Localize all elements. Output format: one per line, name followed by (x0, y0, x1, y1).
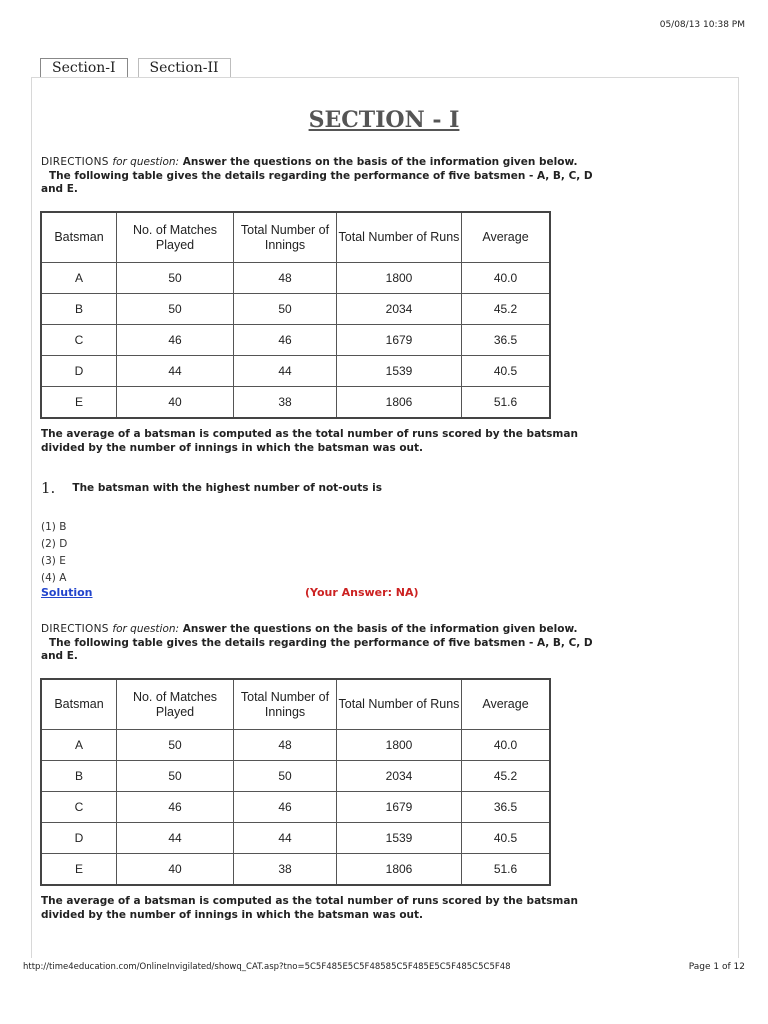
cell-matches: 40 (117, 387, 234, 419)
batsmen-table-2 (40, 678, 551, 886)
cell-batsman: D (41, 823, 117, 854)
note-line2: divided by the number of innings in which the batsman was out. (41, 442, 424, 454)
cell-average: 45.2 (462, 294, 551, 325)
table-row (41, 387, 550, 419)
cell-runs: 1679 (337, 325, 462, 356)
cell-average: 36.5 (462, 792, 551, 823)
table-row (41, 792, 550, 823)
cell-runs: 1800 (337, 730, 462, 761)
table-row (41, 263, 550, 294)
question-1 (41, 478, 382, 497)
directions-for-question: for question: (112, 156, 180, 168)
directions-text: Answer the questions on the basis of the information given below. (182, 156, 578, 168)
cell-matches: 44 (117, 356, 234, 387)
cell-matches: 50 (117, 263, 234, 294)
your-answer-status: (Your Answer: NA) (305, 586, 419, 599)
header-matches: No. of Matches Played (117, 679, 234, 730)
cell-runs: 1539 (337, 823, 462, 854)
directions-subtext-line2: and E. (41, 650, 78, 662)
directions-subtext-line2: and E. (41, 183, 78, 195)
option-4: (4) A (41, 572, 67, 584)
cell-matches: 40 (117, 854, 234, 886)
cell-batsman: A (41, 263, 117, 294)
directions-text: Answer the questions on the basis of the information given below. (182, 623, 578, 635)
note-line1: The average of a batsman is computed as the total number of runs scored by the batsman (41, 895, 578, 907)
cell-runs: 1539 (337, 356, 462, 387)
cell-batsman: D (41, 356, 117, 387)
cell-innings: 48 (234, 730, 337, 761)
table-row (41, 761, 550, 792)
table-row (41, 294, 550, 325)
header-innings: Total Number of Innings (234, 679, 337, 730)
answer-options (41, 519, 67, 587)
tab-section-1[interactable]: Section-I (40, 58, 128, 78)
directions-word: DIRECTIONS (41, 623, 109, 635)
cell-innings: 46 (234, 325, 337, 356)
directions-subtext-line1: The following table gives the details regarding the performance of five batsmen - A, B, C, D (49, 637, 593, 649)
section-title: SECTION - I (308, 107, 460, 133)
cell-innings: 44 (234, 823, 337, 854)
batsmen-table-1 (40, 211, 551, 419)
directions-subtext-line1: The following table gives the details regarding the performance of five batsmen - A, B, C, D (49, 170, 593, 182)
cell-batsman: C (41, 325, 117, 356)
cell-average: 40.0 (462, 263, 551, 294)
directions-block-1 (41, 155, 651, 196)
cell-runs: 1679 (337, 792, 462, 823)
cell-matches: 50 (117, 761, 234, 792)
header-innings: Total Number of Innings (234, 212, 337, 263)
print-footer-page: Page 1 of 12 (688, 962, 745, 972)
note-line1: The average of a batsman is computed as the total number of runs scored by the batsman (41, 428, 578, 440)
option-1: (1) B (41, 521, 67, 533)
table-row (41, 356, 550, 387)
note-line2: divided by the number of innings in which the batsman was out. (41, 909, 424, 921)
cell-average: 40.0 (462, 730, 551, 761)
print-footer-url: http://time4education.com/OnlineInvigilated/showq_CAT.asp?tno=5C5F485E5C5F48585C5F485E5C5F485C5C5F48 (23, 962, 511, 972)
cell-average: 36.5 (462, 325, 551, 356)
cell-innings: 38 (234, 387, 337, 419)
header-batsman: Batsman (41, 212, 117, 263)
cell-runs: 2034 (337, 761, 462, 792)
table-row (41, 823, 550, 854)
table-row (41, 730, 550, 761)
table-row (41, 854, 550, 886)
question-number: 1. (41, 479, 56, 497)
cell-batsman: C (41, 792, 117, 823)
header-average: Average (462, 212, 551, 263)
header-batsman: Batsman (41, 679, 117, 730)
header-runs: Total Number of Runs (337, 679, 462, 730)
cell-matches: 44 (117, 823, 234, 854)
cell-innings: 48 (234, 263, 337, 294)
cell-matches: 46 (117, 792, 234, 823)
section-tabs (40, 58, 231, 78)
header-matches: No. of Matches Played (117, 212, 234, 263)
cell-innings: 38 (234, 854, 337, 886)
header-runs: Total Number of Runs (337, 212, 462, 263)
option-2: (2) D (41, 538, 68, 550)
directions-word: DIRECTIONS (41, 156, 109, 168)
cell-innings: 44 (234, 356, 337, 387)
average-note-2 (41, 894, 651, 922)
tab-section-2[interactable]: Section-II (138, 58, 231, 78)
cell-batsman: E (41, 854, 117, 886)
cell-average: 51.6 (462, 854, 551, 886)
average-note-1 (41, 427, 651, 455)
cell-runs: 1806 (337, 854, 462, 886)
cell-average: 40.5 (462, 823, 551, 854)
cell-average: 40.5 (462, 356, 551, 387)
cell-average: 45.2 (462, 761, 551, 792)
cell-innings: 46 (234, 792, 337, 823)
header-average: Average (462, 679, 551, 730)
cell-batsman: B (41, 761, 117, 792)
table-header-row (41, 679, 550, 730)
solution-link[interactable]: Solution (41, 586, 93, 599)
cell-matches: 50 (117, 730, 234, 761)
print-datetime: 05/08/13 10:38 PM (659, 20, 745, 30)
option-3: (3) E (41, 555, 66, 567)
question-text: The batsman with the highest number of not-outs is (72, 482, 383, 494)
cell-batsman: E (41, 387, 117, 419)
cell-innings: 50 (234, 294, 337, 325)
cell-innings: 50 (234, 761, 337, 792)
directions-for-question: for question: (112, 623, 180, 635)
cell-batsman: A (41, 730, 117, 761)
table-row (41, 325, 550, 356)
cell-matches: 46 (117, 325, 234, 356)
directions-block-2 (41, 622, 651, 663)
cell-matches: 50 (117, 294, 234, 325)
cell-batsman: B (41, 294, 117, 325)
cell-average: 51.6 (462, 387, 551, 419)
cell-runs: 1806 (337, 387, 462, 419)
table-header-row (41, 212, 550, 263)
cell-runs: 2034 (337, 294, 462, 325)
cell-runs: 1800 (337, 263, 462, 294)
